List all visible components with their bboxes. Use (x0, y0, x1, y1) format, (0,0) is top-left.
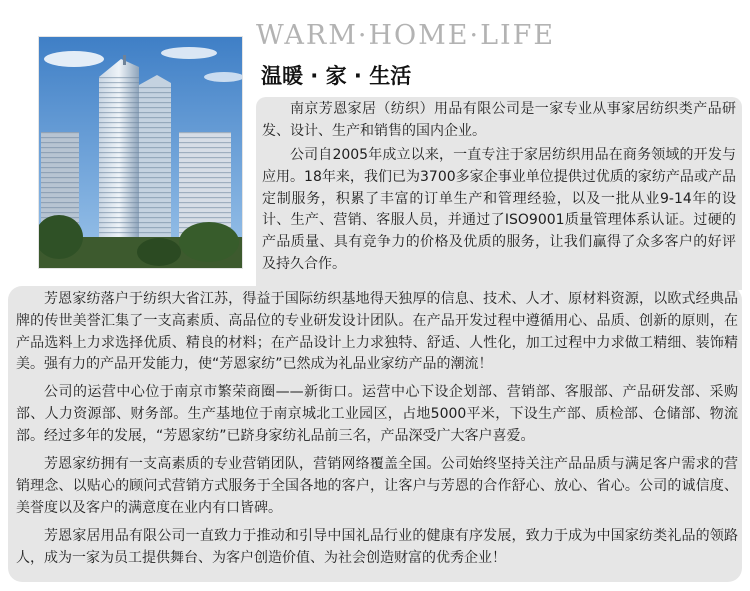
intro-paragraph-history: 公司自2005年成立以来，一直专注于家居纺织用品在商务领域的开发与应用。18年来，我们已为3700多家企事业单位提供过优质的家纺产品或产品定制服务，积累了丰富的订单生产和管理经验，以及一批从业9-14年的设计、生产、营销、客服人员，并通过了ISO9001质量管理体系认证。过硬的产品质量、具有竞争力的价格及优质的服务，让我们赢得了众多客户的好评及持久合作。 (262, 147, 736, 272)
main-paragraph-marketing: 芳恩家纺拥有一支高素质的专业营销团队，营销网络覆盖全国。公司始终坚持关注产品品质与满足客户需求的营销理念、以贴心的顾问式营销方式服务于全国各地的客户，让客户与芳恩的合作舒心、放心、省心。公司的诚信度、美誉度以及客户的满意度在业内有口皆碑。 (16, 456, 738, 516)
intro-paragraph-company: 南京芳恩家居（纺织）用品有限公司是一家专业从事家居纺织类产品研发、设计、生产和销售的国内企业。 (262, 101, 736, 139)
office-tower-photo (38, 36, 243, 269)
main-paragraph-mission: 芳恩家居用品有限公司一直致力于推动和引导中国礼品行业的健康有序发展，致力于成为中国家纺类礼品的领路人，成为一家为员工提供舞台、为客户创造价值、为社会创造财富的优秀企业！ (16, 528, 738, 566)
header-title-zh: 温暖 · 家 · 生活 (261, 64, 412, 88)
main-paragraph-brand: 芳恩家纺落户于纺织大省江苏，得益于国际纺织基地得天独厚的信息、技术、人才、原材料资源，以欧式经典品牌的传世美誉汇集了一支高素质、高品位的专业研发设计团队。在产品开发过程中遵循用心、品质、创新的原则，在产品选料上力求选择优质、精良的材料；在产品设计上力求独特、舒适、人性化，加工过程中力求做工精细、装饰精美。强有力的产品开发能力，使“芳恩家纺”已然成为礼品业家纺产品的潮流！ (16, 291, 738, 373)
main-paragraph-operations: 公司的运营中心位于南京市繁荣商圈——新街口。运营中心下设企划部、营销部、客服部、产品研发部、采购部、人力资源部、财务部。生产基地位于南京城北工业园区，占地5000平米，下设生产部、质检部、仓储部、物流部。经过多年的发展，“芳恩家纺”已跻身家纺礼品前三名，产品深受广大客户喜爱。 (16, 384, 738, 444)
header-title-en: WARM·HOME·LIFE (256, 20, 556, 51)
